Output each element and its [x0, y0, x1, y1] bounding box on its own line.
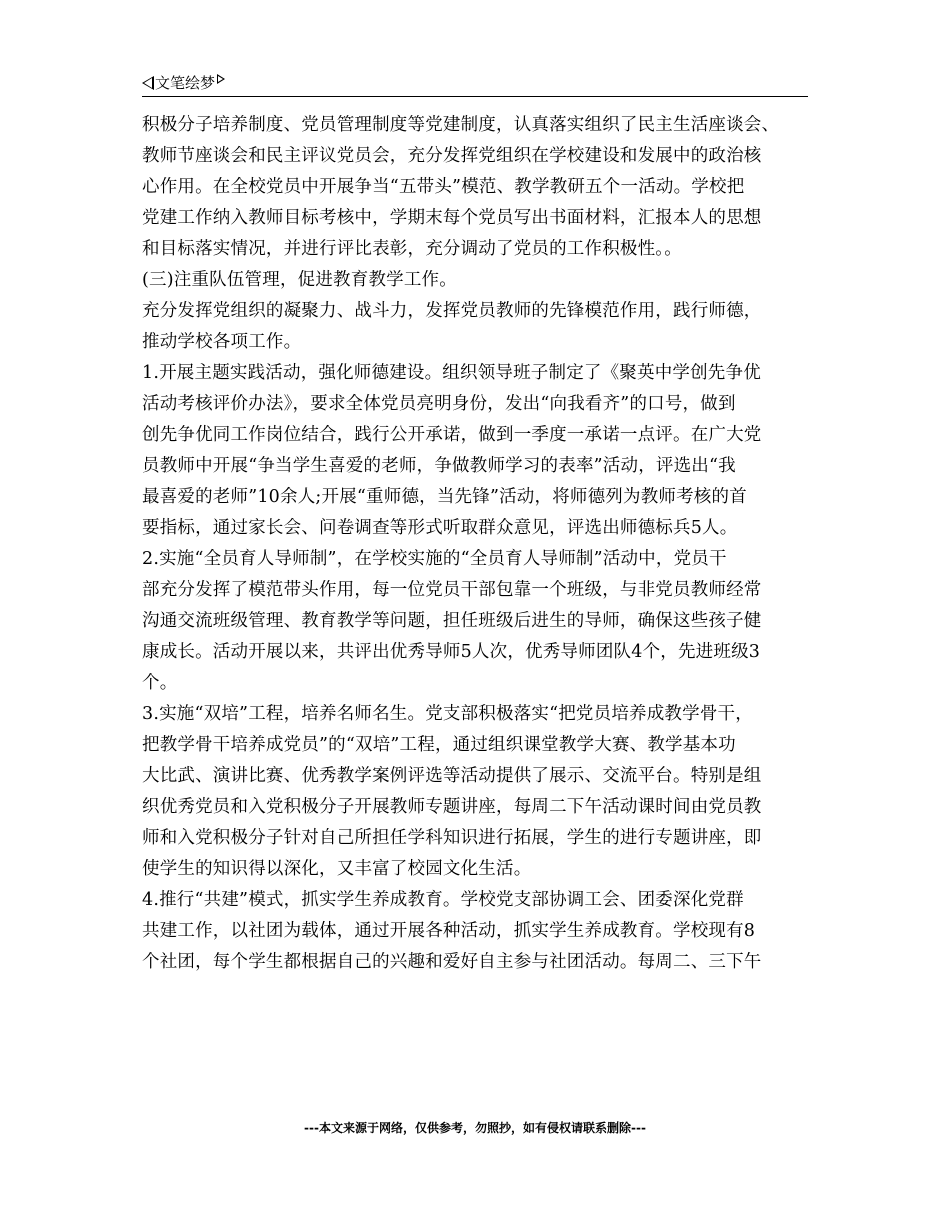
left-triangle-icon: [142, 76, 154, 90]
footer-notice: ---本文来源于网络，仅供参考，勿照抄，如有侵权请联系删除---: [304, 1121, 646, 1135]
body-text-line: 要指标，通过家长会、问卷调查等形式听取群众意见，评选出师德标兵5人。: [142, 518, 738, 538]
body-text-line: 织优秀党员和入党积极分子开展教师专题讲座，每周二下午活动课时间由党员教: [142, 797, 762, 817]
body-text-line: 活动考核评价办法》，要求全体党员亮明身份，发出“向我看齐”的口号，做到: [142, 394, 736, 414]
header-title: 文笔绘梦: [155, 74, 216, 92]
body-text-line: 4.推行“共建”模式，抓实学生养成教育。学校党支部协调工会、团委深化党群: [142, 890, 744, 910]
body-text-line: 员教师中开展“争当学生喜爱的老师，争做教师学习的表率”活动，评选出“我: [142, 456, 736, 476]
body-text-line: 最喜爱的老师”10余人;开展“重师德，当先锋”活动，将师德列为教师考核的首: [142, 487, 747, 507]
body-text-line: 康成长。活动开展以来，共评出优秀导师5人次，优秀导师团队4个，先进班级3: [142, 642, 761, 662]
body-text-line: 心作用。在全校党员中开展争当“五带头”模范、教学教研五个一活动。学校把: [142, 177, 745, 197]
body-text-line: 和目标落实情况，并进行评比表彰，充分调动了党员的工作积极性。。: [142, 239, 682, 259]
body-text-line: 教师节座谈会和民主评议党员会，充分发挥党组织在学校建设和发展中的政治核: [142, 146, 762, 166]
right-triangle-icon: [217, 74, 225, 84]
body-text-line: 大比武、演讲比赛、优秀教学案例评选等活动提供了展示、交流平台。特别是组: [142, 766, 762, 786]
body-text-line: 推动学校各项工作。: [142, 332, 302, 352]
body-text-line: 个。: [142, 673, 178, 693]
body-text-line: 师和入党积极分子针对自己所担任学科知识进行拓展，学生的进行专题讲座，即: [142, 828, 762, 848]
body-text-line: 沟通交流班级管理、教育教学等问题，担任班级后进生的导师，确保这些孩子健: [142, 611, 762, 631]
body-text-line: 2.实施“全员育人导师制”，在学校实施的“全员育人导师制”活动中，党员干: [142, 549, 727, 569]
body-text-line: 共建工作，以社团为载体，通过开展各种活动，抓实学生养成教育。学校现有8: [142, 921, 756, 941]
body-text-line: 个社团，每个学生都根据自己的兴趣和爱好自主参与社团活动。每周二、三下午: [142, 952, 762, 972]
body-text-line: 创先争优同工作岗位结合，践行公开承诺，做到一季度一承诺一点评。在广大党: [142, 425, 762, 445]
page-header: [142, 70, 808, 97]
body-text-line: 1.开展主题实践活动，强化师德建设。组织领导班子制定了《聚英中学创先争优: [142, 363, 761, 383]
document-body: [142, 110, 812, 978]
body-text-line: 党建工作纳入教师目标考核中，学期末每个党员写出书面材料，汇报本人的思想: [142, 208, 762, 228]
body-text-line: 使学生的知识得以深化，又丰富了校园文化生活。: [142, 859, 532, 879]
body-text-line: 部充分发挥了模范带头作用，每一位党员干部包靠一个班级，与非党员教师经常: [142, 580, 762, 600]
body-text-line: 充分发挥党组织的凝聚力、战斗力，发挥党员教师的先锋模范作用，践行师德，: [142, 301, 762, 321]
body-text-line: 积极分子培养制度、党员管理制度等党建制度，认真落实组织了民主生活座谈会、: [142, 115, 780, 135]
body-text-line: 3.实施“双培”工程，培养名师名生。党支部积极落实“把党员培养成教学骨干，: [142, 704, 753, 724]
body-text-line: 把教学骨干培养成党员”的“双培”工程，通过组织课堂教学大赛、教学基本功: [142, 735, 736, 755]
body-text-line: (三)注重队伍管理，促进教育教学工作。: [142, 270, 457, 290]
